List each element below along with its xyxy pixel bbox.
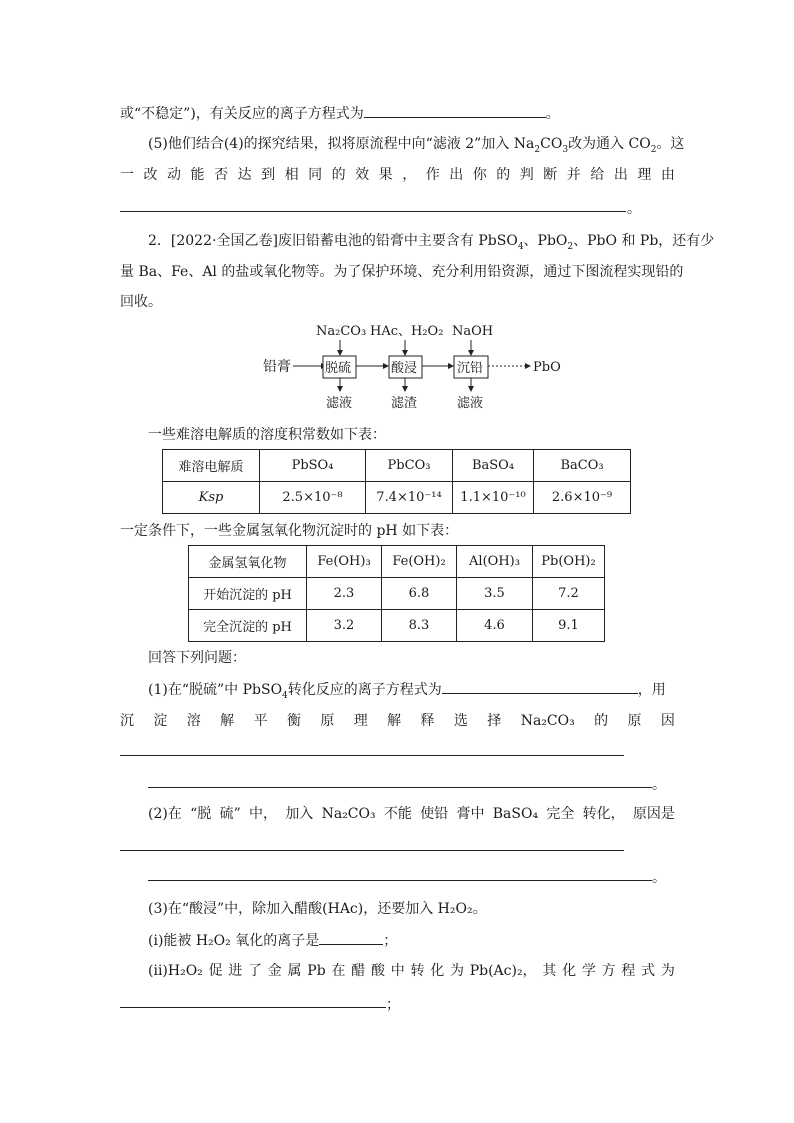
ksp-value: 1.1×10⁻¹⁰ — [453, 482, 534, 514]
flow-output-1: 滤液 — [326, 396, 353, 410]
ph-row-label: 完全沉淀的 pH — [189, 610, 307, 642]
sub3-ii-text-segment: 化 — [562, 963, 577, 979]
sub3-i-answer-blank[interactable] — [319, 930, 383, 945]
sub1-answer-blank-2[interactable] — [148, 787, 652, 788]
q4-answer-blank[interactable] — [364, 103, 546, 118]
sub1-text-a: (1)在“脱硫”中 PbSO — [148, 682, 283, 698]
sub3-ii-text-segment: 进 — [228, 963, 243, 979]
q5-line2-char: 到 — [261, 167, 276, 183]
q2-text-c: 、PbO 和 Pb，还有少 — [573, 233, 715, 249]
sub3-ii-text-segment: 化 — [430, 963, 445, 979]
q5-line2-char: 你 — [472, 167, 487, 183]
sub1-line2-char: Na₂CO₃ — [520, 713, 575, 729]
sub3-ii-line — [148, 961, 675, 981]
ksp-intro: 一些难溶电解质的溶度积常数如下表： — [148, 427, 386, 443]
ksp-header: PbSO₄ — [260, 450, 366, 482]
sub2-text-segment: 完全 — [546, 806, 575, 822]
sub1-equation-blank[interactable] — [442, 679, 638, 694]
sub1-line2-char: 平 — [253, 713, 268, 729]
flow-output-3: 滤液 — [457, 396, 484, 410]
ph-value: 6.8 — [382, 578, 457, 610]
sub3-ii-text-segment: 为 — [449, 963, 464, 979]
q5-line2-char: 由 — [660, 167, 675, 183]
sub2-text-segment: “脱 — [190, 806, 212, 822]
q5-line2 — [120, 165, 675, 185]
sub3-ii-text-segment: 酸 — [370, 963, 385, 979]
sub1-line2-char: 择 — [487, 713, 502, 729]
sub2-text-segment: BaSO₄ — [492, 806, 539, 822]
ph-header: Fe(OH)₂ — [382, 546, 457, 578]
sub3-ii-text-segment: 醋 — [351, 963, 366, 979]
q5-line2-char: 出 — [449, 167, 464, 183]
q5-line2-char: 能 — [190, 167, 205, 183]
sub2-text-segment: 原因是 — [632, 806, 675, 822]
flow-reagent-1: Na₂CO₃ — [316, 324, 367, 339]
q2-line3: 回收。 — [120, 294, 162, 310]
q2-text-a: 2．[2022·全国乙卷]废旧铅蓄电池的铅膏中主要含有 PbSO — [148, 233, 518, 249]
ph-value: 7.2 — [533, 578, 605, 610]
q2-text-b: 、PbO — [523, 233, 568, 249]
sub1-line2-char: 原 — [320, 713, 335, 729]
q5-line2-char: 的 — [331, 167, 346, 183]
sub1-line2-char: 淀 — [153, 713, 168, 729]
sub2-text-segment: 加入 — [285, 806, 314, 822]
sub3-ii-text-segment: 为 — [660, 963, 675, 979]
sub3-ii-text-segment: 其 — [542, 963, 557, 979]
sub3-ii-text-segment: 程 — [621, 963, 636, 979]
sub2-text-segment: 膏中 — [456, 806, 485, 822]
q5-end: 。 — [627, 201, 641, 217]
sub1-line2-char: 原 — [627, 713, 642, 729]
sub2-text-segment: 硫” — [219, 806, 241, 822]
sub1-line2 — [120, 711, 675, 731]
q5-text-a: (5)他们结合(4)的探究结果，拟将原流程中向“滤液 2”加入 Na — [148, 136, 535, 152]
q5-line2-char: 同 — [308, 167, 323, 183]
sub1-text-b: 转化反应的离子方程式为 — [287, 682, 442, 698]
q5-line2-char: 果 — [378, 167, 393, 183]
sub1-line2-char: 因 — [660, 713, 675, 729]
sub2-text-segment: Na₂CO₃ — [321, 806, 376, 822]
q2-line2: 量 Ba、Fe、Al 的盐或氧化物等。为了保护环境、充分利用铅资源，通过下图流程实现铅的 — [120, 264, 684, 280]
q5-text-b: CO — [540, 136, 563, 152]
ph-header: Fe(OH)₃ — [307, 546, 382, 578]
flow-end-label: PbO — [533, 360, 561, 375]
sub3-ii-text-segment: 学 — [581, 963, 596, 979]
sub3-ii-text-segment: 了 — [248, 963, 263, 979]
ksp-value: 7.4×10⁻¹⁴ — [366, 482, 453, 514]
flow-box-3-label: 沉铅 — [457, 361, 484, 376]
ph-table — [188, 545, 605, 642]
sub3-ii-text-segment: 属 — [287, 963, 302, 979]
sub1-line2-char: 理 — [353, 713, 368, 729]
sub3-ii-text-segment: Pb(Ac)₂， — [469, 963, 537, 979]
ph-header: Pb(OH)₂ — [533, 546, 605, 578]
ph-row-label: 开始沉淀的 pH — [189, 578, 307, 610]
sub2-text-segment: 转化， — [582, 806, 625, 822]
sub3-ii-text-segment: 中 — [390, 963, 405, 979]
process-flow-diagram — [255, 318, 575, 410]
ph-header: 金属氢氧化物 — [189, 546, 307, 578]
sub2-line1 — [148, 804, 675, 824]
q5-line2-char: 作 — [425, 167, 440, 183]
ph-value: 9.1 — [533, 610, 605, 642]
ph-value: 3.5 — [457, 578, 533, 610]
q5-line1: (5)他们结合(4)的探究结果，拟将原流程中向“滤液 2”加入 $Na_2CO_3$改为通入 $CO_2$。这 — [148, 136, 685, 155]
q5-line2-char: 达 — [237, 167, 252, 183]
ksp-header: BaCO₃ — [534, 450, 631, 482]
sub1-text-c: ，用 — [637, 682, 666, 698]
ph-value: 8.3 — [382, 610, 457, 642]
ksp-value: 2.6×10⁻⁹ — [534, 482, 631, 514]
q5-text-c: 改为通入 CO — [568, 136, 651, 152]
ph-value: 4.6 — [457, 610, 533, 642]
q5-line2-char: ， — [402, 167, 417, 183]
flow-box-1-label: 脱硫 — [325, 361, 352, 376]
q5-answer-blank[interactable] — [120, 211, 626, 212]
flow-reagent-2: HAc、H₂O₂ — [370, 324, 444, 339]
q5-line2-char: 的 — [496, 167, 511, 183]
q5-line2-char: 判 — [519, 167, 534, 183]
sub3-ii-text-segment: 式 — [641, 963, 656, 979]
sub1-answer-blank-1[interactable] — [120, 755, 624, 756]
q5-line2-char: 断 — [543, 167, 558, 183]
sub3-i-text: (ⅰ)能被 H₂O₂ 氧化的离子是 — [148, 933, 320, 949]
q5-line2-char: 相 — [284, 167, 299, 183]
ksp-row-label: Ksp — [163, 482, 260, 514]
ksp-value: 2.5×10⁻⁸ — [260, 482, 366, 514]
sub2-answer-blank-2[interactable] — [148, 880, 652, 881]
q5-line2-char: 给 — [590, 167, 605, 183]
sub2-text-segment: 不能 — [383, 806, 412, 822]
sub2-text-segment: 中， — [249, 806, 278, 822]
sub3-i-end: ； — [383, 933, 398, 949]
sub1-line2-char: 衡 — [286, 713, 301, 729]
q5-line2-char: 并 — [566, 167, 581, 183]
sub2-text-segment: (2)在 — [148, 806, 182, 822]
q5-line2-char: 动 — [167, 167, 182, 183]
sub1-line2-char: 的 — [594, 713, 609, 729]
sub1-line2-char: 选 — [453, 713, 468, 729]
sub3-line1: (3)在“酸浸”中，除加入醋酸(HAc)，还要加入 H₂O₂。 — [148, 901, 487, 917]
sub3-ii-text-segment: (ⅱ)H₂O₂ — [148, 963, 203, 979]
q5-line2-char: 改 — [143, 167, 158, 183]
ph-value: 2.3 — [307, 578, 382, 610]
q5-line2-char: 出 — [613, 167, 628, 183]
sub3-ii-answer-blank[interactable] — [120, 1007, 386, 1008]
q4-tail-line — [120, 103, 560, 124]
q2-line1: 2．[2022·全国乙卷]废旧铅蓄电池的铅膏中主要含有 PbSO$_4$、PbO$_2$、PbO 和 Pb，还有少 — [148, 233, 715, 252]
sub3-i-line — [148, 930, 397, 951]
q4-tail-text: 或“不稳定”)，有关反应的离子方程式为 — [120, 106, 364, 122]
flow-output-2: 滤渣 — [391, 396, 418, 410]
ksp-header: 难溶电解质 — [163, 450, 260, 482]
q5-line2-char: 理 — [637, 167, 652, 183]
q5-line2-char: 效 — [355, 167, 370, 183]
ph-value: 3.2 — [307, 610, 382, 642]
sub1-line2-char: 溶 — [186, 713, 201, 729]
ksp-header: PbCO₃ — [366, 450, 453, 482]
flow-reagent-3: NaOH — [452, 324, 494, 339]
sub1-line1: (1)在“脱硫”中 PbSO$_4$转化反应的离子方程式为 ，用 — [148, 679, 666, 706]
sub3-ii-text-segment: 促 — [208, 963, 223, 979]
q4-tail-end: 。 — [545, 106, 560, 122]
sub2-answer-blank-1[interactable] — [120, 850, 624, 851]
sub3-ii-end: ； — [386, 997, 400, 1013]
sub1-line2-char: 解 — [220, 713, 235, 729]
sub3-ii-text-segment: Pb — [307, 963, 326, 979]
sub3-ii-text-segment: 方 — [601, 963, 616, 979]
answer-intro: 回答下列问题： — [148, 650, 246, 666]
sub3-ii-text-segment: 金 — [267, 963, 282, 979]
ph-header: Al(OH)₃ — [457, 546, 533, 578]
q5-line2-char: 否 — [214, 167, 229, 183]
ksp-table — [162, 449, 631, 514]
q5-text-d: 。这 — [656, 136, 685, 152]
sub2-end: 。 — [652, 870, 666, 886]
sub2-text-segment: 使铅 — [420, 806, 449, 822]
flow-start-label: 铅膏 — [263, 359, 291, 375]
ksp-header: BaSO₄ — [453, 450, 534, 482]
sub1-line2-char: 释 — [420, 713, 435, 729]
ph-intro: 一定条件下，一些金属氢氧化物沉淀时的 pH 如下表： — [120, 523, 459, 539]
sub1-end: 。 — [652, 777, 666, 793]
sub1-line2-char: 沉 — [120, 713, 134, 729]
q5-line2-char: 一 — [120, 167, 134, 183]
sub3-ii-text-segment: 转 — [410, 963, 425, 979]
sub3-ii-text-segment: 在 — [331, 963, 346, 979]
sub1-line2-char: 解 — [387, 713, 402, 729]
flow-box-2-label: 酸浸 — [391, 361, 418, 376]
